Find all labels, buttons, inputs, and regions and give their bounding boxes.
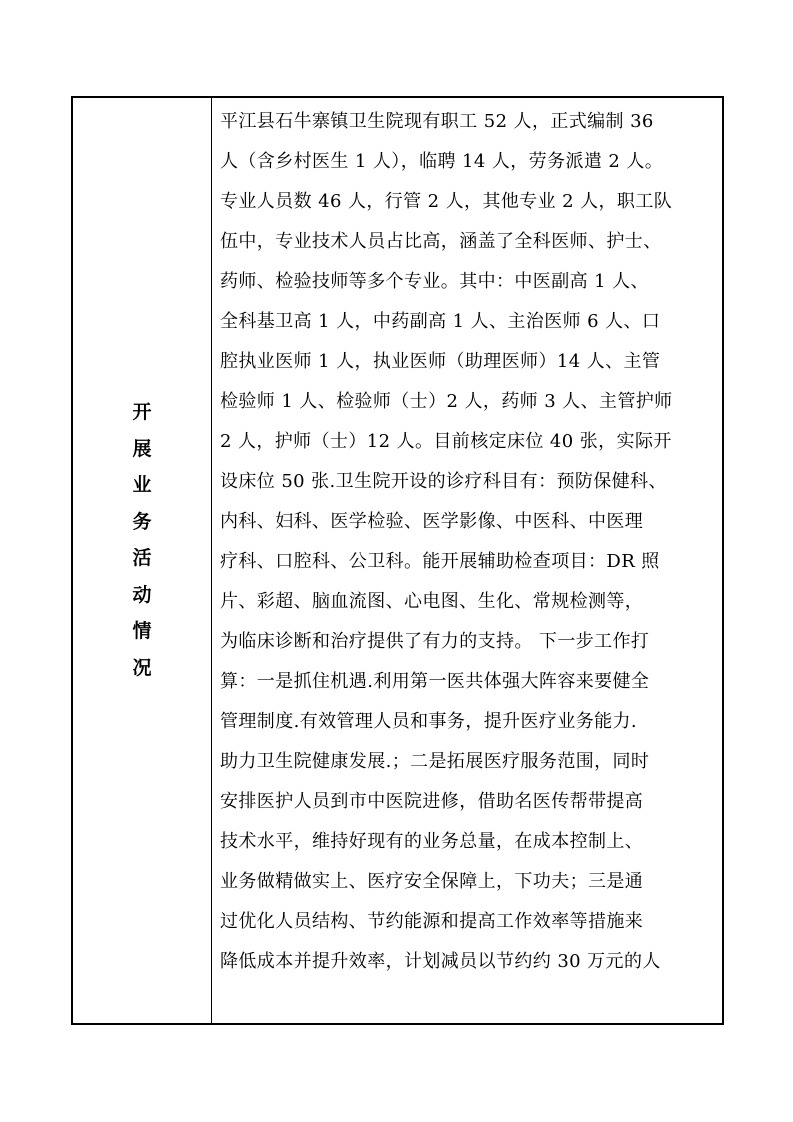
section-table bbox=[71, 96, 724, 1025]
paragraph-line: 技术水平，维持好现有的业务总量，在成本控制上、 bbox=[220, 831, 644, 852]
paragraph-line: 专业人员数 46 人，行管 2 人，其他专业 2 人，职工队 bbox=[220, 191, 673, 212]
section-label-char: 展 bbox=[132, 437, 152, 460]
section-label-cell bbox=[73, 98, 211, 1023]
paragraph-line: 腔执业医师 1 人，执业医师（助理医师）14 人、主管 bbox=[220, 351, 661, 372]
section-label-char: 情 bbox=[132, 620, 152, 642]
paragraph-line: 为临床诊断和治疗提供了有力的支持。 下一步工作打 bbox=[220, 631, 650, 652]
paragraph-line: 疗科、口腔科、公卫科。能开展辅助检查项目：DR 照 bbox=[220, 551, 660, 572]
paragraph-line: 2 人，护师（士）12 人。目前核定床位 40 张，实际开 bbox=[220, 431, 672, 452]
paragraph-line: 全科基卫高 1 人，中药副高 1 人、主治医师 6 人、口 bbox=[220, 311, 661, 332]
paragraph-line: 助力卫生院健康发展.；二是拓展医疗服务范围，同时 bbox=[220, 751, 650, 772]
paragraph-line: 平江县石牛寨镇卫生院现有职工 52 人，正式编制 36 bbox=[220, 111, 654, 132]
section-content-cell bbox=[212, 98, 722, 1023]
paragraph-line: 设床位 50 张.卫生院开设的诊疗科目有：预防保健科、 bbox=[220, 471, 667, 492]
paragraph-line: 内科、妇科、医学检验、医学影像、中医科、中医理 bbox=[220, 511, 644, 532]
paragraph-line: 业务做精做实上、医疗安全保障上，下功夫；三是通 bbox=[220, 871, 644, 892]
paragraph-line: 管理制度.有效管理人员和事务，提升医疗业务能力. bbox=[220, 711, 638, 732]
paragraph-line: 过优化人员结构、节约能源和提高工作效率等措施来 bbox=[220, 911, 644, 932]
section-label-char: 业 bbox=[132, 474, 152, 496]
paragraph-line: 降低成本并提升效率，计划减员以节约约 30 万元的人 bbox=[220, 951, 661, 972]
section-label-char: 开 bbox=[132, 401, 152, 423]
paragraph-line: 药师、检验技师等多个专业。其中：中医副高 1 人、 bbox=[220, 271, 649, 292]
section-label bbox=[73, 394, 211, 686]
paragraph-line: 安排医护人员到市中医院进修，借助名医传帮带提高 bbox=[220, 791, 644, 812]
paragraph-line: 伍中，专业技术人员占比高，涵盖了全科医师、护士、 bbox=[220, 231, 662, 252]
paragraph-line: 片、彩超、脑血流图、心电图、生化、常规检测等， bbox=[220, 591, 644, 612]
paragraph-line: 人（含乡村医生 1 人），临聘 14 人，劳务派遣 2 人。 bbox=[220, 151, 664, 172]
section-label-char: 况 bbox=[132, 656, 152, 679]
section-label-char: 活 bbox=[132, 547, 152, 569]
section-label-char: 务 bbox=[132, 510, 152, 533]
paragraph-line: 检验师 1 人、检验师（士）2 人，药师 3 人、主管护师 bbox=[220, 391, 673, 412]
section-label-char: 动 bbox=[132, 583, 152, 606]
paragraph-line: 算：一是抓住机遇.利用第一医共体强大阵容来要健全 bbox=[220, 671, 650, 692]
